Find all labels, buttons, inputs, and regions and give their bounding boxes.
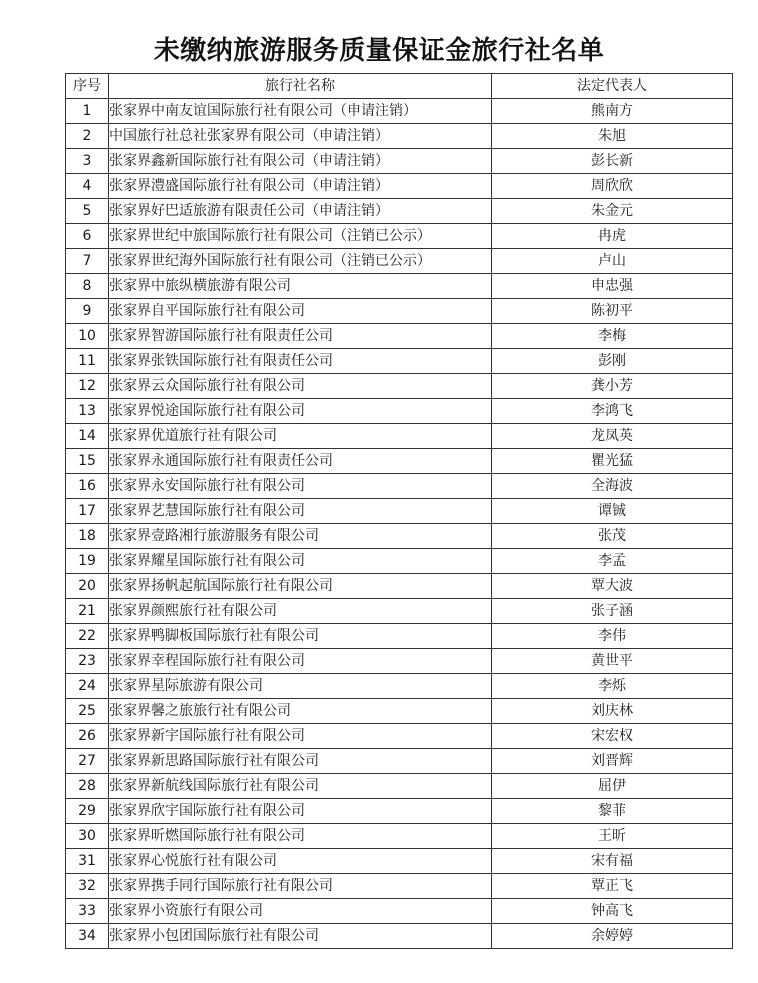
serial-number-cell: 28 xyxy=(66,774,109,799)
serial-number-cell: 4 xyxy=(66,174,109,199)
table-row xyxy=(66,349,733,374)
serial-number-cell: 2 xyxy=(66,124,109,149)
agency-name-cell: 张家界智游国际旅行社有限责任公司 xyxy=(109,324,492,349)
serial-number-cell: 1 xyxy=(66,99,109,124)
legal-rep-cell: 屈伊 xyxy=(492,774,733,799)
serial-number-cell: 20 xyxy=(66,574,109,599)
agency-name-cell: 张家界小包团国际旅行社有限公司 xyxy=(109,924,492,949)
legal-rep-cell: 余婷婷 xyxy=(492,924,733,949)
legal-rep-cell: 李烁 xyxy=(492,674,733,699)
legal-rep-cell: 李孟 xyxy=(492,549,733,574)
serial-number-cell: 30 xyxy=(66,824,109,849)
agency-name-cell: 张家界澧盛国际旅行社有限公司（申请注销） xyxy=(109,174,492,199)
agency-name-cell: 张家界悦途国际旅行社有限公司 xyxy=(109,399,492,424)
agency-name-cell: 张家界星际旅游有限公司 xyxy=(109,674,492,699)
serial-number-cell: 19 xyxy=(66,549,109,574)
table-row xyxy=(66,599,733,624)
serial-number-cell: 23 xyxy=(66,649,109,674)
agency-name-cell: 张家界小资旅行有限公司 xyxy=(109,899,492,924)
table-row xyxy=(66,824,733,849)
agency-name-cell: 张家界张铁国际旅行社有限责任公司 xyxy=(109,349,492,374)
legal-rep-cell: 黎菲 xyxy=(492,799,733,824)
table-row xyxy=(66,724,733,749)
legal-rep-cell: 宋宏权 xyxy=(492,724,733,749)
serial-number-cell: 32 xyxy=(66,874,109,899)
table-row xyxy=(66,649,733,674)
table-header-row xyxy=(66,74,733,99)
table-row xyxy=(66,474,733,499)
column-header-agency-name: 旅行社名称 xyxy=(109,74,492,99)
table-row xyxy=(66,149,733,174)
legal-rep-cell: 周欣欣 xyxy=(492,174,733,199)
legal-rep-cell: 李鸿飞 xyxy=(492,399,733,424)
agency-name-cell: 张家界好巴适旅游有限责任公司（申请注销） xyxy=(109,199,492,224)
table-row xyxy=(66,674,733,699)
table-row xyxy=(66,524,733,549)
legal-rep-cell: 张茂 xyxy=(492,524,733,549)
legal-rep-cell: 李伟 xyxy=(492,624,733,649)
serial-number-cell: 22 xyxy=(66,624,109,649)
serial-number-cell: 8 xyxy=(66,274,109,299)
table-row xyxy=(66,399,733,424)
legal-rep-cell: 龚小芳 xyxy=(492,374,733,399)
table-row xyxy=(66,699,733,724)
agency-name-cell: 张家界云众国际旅行社有限公司 xyxy=(109,374,492,399)
agency-name-cell: 张家界艺慧国际旅行社有限公司 xyxy=(109,499,492,524)
legal-rep-cell: 瞿光猛 xyxy=(492,449,733,474)
legal-rep-cell: 龙凤英 xyxy=(492,424,733,449)
legal-rep-cell: 王昕 xyxy=(492,824,733,849)
table-row xyxy=(66,549,733,574)
table-row xyxy=(66,99,733,124)
legal-rep-cell: 黄世平 xyxy=(492,649,733,674)
agency-name-cell: 张家界鸭脚板国际旅行社有限公司 xyxy=(109,624,492,649)
agency-name-cell: 张家界颜熙旅行社有限公司 xyxy=(109,599,492,624)
agency-name-cell: 张家界壹路湘行旅游服务有限公司 xyxy=(109,524,492,549)
legal-rep-cell: 李梅 xyxy=(492,324,733,349)
table-row xyxy=(66,449,733,474)
serial-number-cell: 13 xyxy=(66,399,109,424)
agency-name-cell: 张家界鑫新国际旅行社有限公司（申请注销） xyxy=(109,149,492,174)
legal-rep-cell: 彭刚 xyxy=(492,349,733,374)
table-row xyxy=(66,424,733,449)
serial-number-cell: 21 xyxy=(66,599,109,624)
agency-name-cell: 张家界中旅纵横旅游有限公司 xyxy=(109,274,492,299)
serial-number-cell: 14 xyxy=(66,424,109,449)
legal-rep-cell: 全海波 xyxy=(492,474,733,499)
agency-name-cell: 张家界自平国际旅行社有限公司 xyxy=(109,299,492,324)
agency-name-cell: 张家界扬帆起航国际旅行社有限公司 xyxy=(109,574,492,599)
table-row xyxy=(66,374,733,399)
agency-name-cell: 张家界世纪海外国际旅行社有限公司（注销已公示） xyxy=(109,249,492,274)
table-row xyxy=(66,499,733,524)
serial-number-cell: 18 xyxy=(66,524,109,549)
table-body xyxy=(66,99,733,949)
serial-number-cell: 33 xyxy=(66,899,109,924)
agency-name-cell: 中国旅行社总社张家界有限公司（申请注销） xyxy=(109,124,492,149)
legal-rep-cell: 彭长新 xyxy=(492,149,733,174)
legal-rep-cell: 谭铖 xyxy=(492,499,733,524)
table-row xyxy=(66,249,733,274)
agency-name-cell: 张家界幸程国际旅行社有限公司 xyxy=(109,649,492,674)
page-title: 未缴纳旅游服务质量保证金旅行社名单 xyxy=(153,36,605,66)
column-header-serial: 序号 xyxy=(66,74,109,99)
agency-name-cell: 张家界中南友谊国际旅行社有限公司（申请注销） xyxy=(109,99,492,124)
agency-name-cell: 张家界昕燃国际旅行社有限公司 xyxy=(109,824,492,849)
agency-name-cell: 张家界优道旅行社有限公司 xyxy=(109,424,492,449)
serial-number-cell: 16 xyxy=(66,474,109,499)
travel-agency-table xyxy=(65,73,733,949)
legal-rep-cell: 覃大波 xyxy=(492,574,733,599)
agency-name-cell: 张家界馨之旅旅行社有限公司 xyxy=(109,699,492,724)
legal-rep-cell: 覃正飞 xyxy=(492,874,733,899)
serial-number-cell: 5 xyxy=(66,199,109,224)
table-row xyxy=(66,624,733,649)
legal-rep-cell: 卢山 xyxy=(492,249,733,274)
serial-number-cell: 3 xyxy=(66,149,109,174)
agency-name-cell: 张家界永安国际旅行社有限公司 xyxy=(109,474,492,499)
agency-name-cell: 张家界欣宇国际旅行社有限公司 xyxy=(109,799,492,824)
table-row xyxy=(66,199,733,224)
agency-name-cell: 张家界心悦旅行社有限公司 xyxy=(109,849,492,874)
table-row xyxy=(66,799,733,824)
table-row xyxy=(66,124,733,149)
serial-number-cell: 34 xyxy=(66,924,109,949)
table-row xyxy=(66,774,733,799)
agency-name-cell: 张家界世纪中旅国际旅行社有限公司（注销已公示） xyxy=(109,224,492,249)
column-header-legal-rep: 法定代表人 xyxy=(492,74,733,99)
serial-number-cell: 9 xyxy=(66,299,109,324)
legal-rep-cell: 朱旭 xyxy=(492,124,733,149)
agency-name-cell: 张家界新宇国际旅行社有限公司 xyxy=(109,724,492,749)
serial-number-cell: 24 xyxy=(66,674,109,699)
serial-number-cell: 27 xyxy=(66,749,109,774)
legal-rep-cell: 张子涵 xyxy=(492,599,733,624)
table-row xyxy=(66,924,733,949)
serial-number-cell: 29 xyxy=(66,799,109,824)
legal-rep-cell: 冉虎 xyxy=(492,224,733,249)
agency-name-cell: 张家界新航线国际旅行社有限公司 xyxy=(109,774,492,799)
legal-rep-cell: 宋有福 xyxy=(492,849,733,874)
table-row xyxy=(66,899,733,924)
table-row xyxy=(66,274,733,299)
legal-rep-cell: 熊南方 xyxy=(492,99,733,124)
legal-rep-cell: 钟高飞 xyxy=(492,899,733,924)
legal-rep-cell: 朱金元 xyxy=(492,199,733,224)
legal-rep-cell: 陈初平 xyxy=(492,299,733,324)
table-row xyxy=(66,224,733,249)
table-row xyxy=(66,874,733,899)
legal-rep-cell: 申忠强 xyxy=(492,274,733,299)
table-row xyxy=(66,299,733,324)
agency-name-cell: 张家界新思路国际旅行社有限公司 xyxy=(109,749,492,774)
legal-rep-cell: 刘晋辉 xyxy=(492,749,733,774)
table-row xyxy=(66,849,733,874)
serial-number-cell: 17 xyxy=(66,499,109,524)
serial-number-cell: 25 xyxy=(66,699,109,724)
serial-number-cell: 11 xyxy=(66,349,109,374)
serial-number-cell: 12 xyxy=(66,374,109,399)
agency-name-cell: 张家界耀星国际旅行社有限公司 xyxy=(109,549,492,574)
table-row xyxy=(66,749,733,774)
serial-number-cell: 10 xyxy=(66,324,109,349)
table-row xyxy=(66,574,733,599)
agency-name-cell: 张家界永通国际旅行社有限责任公司 xyxy=(109,449,492,474)
serial-number-cell: 6 xyxy=(66,224,109,249)
legal-rep-cell: 刘庆林 xyxy=(492,699,733,724)
serial-number-cell: 7 xyxy=(66,249,109,274)
agency-name-cell: 张家界携手同行国际旅行社有限公司 xyxy=(109,874,492,899)
table-row xyxy=(66,174,733,199)
serial-number-cell: 31 xyxy=(66,849,109,874)
serial-number-cell: 15 xyxy=(66,449,109,474)
table-row xyxy=(66,324,733,349)
serial-number-cell: 26 xyxy=(66,724,109,749)
